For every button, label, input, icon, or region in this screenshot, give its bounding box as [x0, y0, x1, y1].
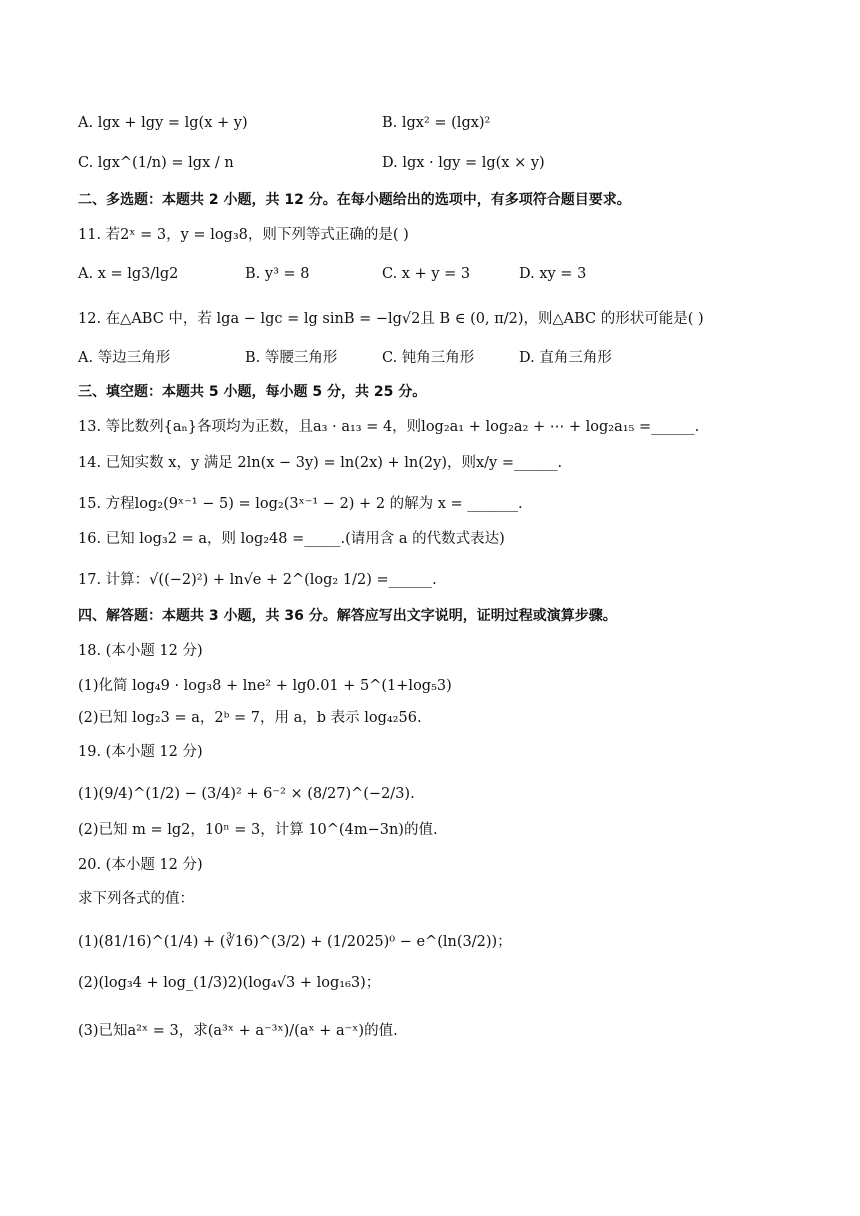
q12-option-c: C. 钝角三角形	[382, 350, 475, 366]
q12-option-d: D. 直角三角形	[519, 350, 612, 366]
q10-option-a: A. lgx + lgy = lg(x + y)	[78, 115, 248, 131]
q20-part-3: (3)已知a²ˣ = 3，求(a³ˣ + a⁻³ˣ)/(aˣ + a⁻ˣ)的值.	[78, 1023, 398, 1039]
section-3-heading: 三、填空题：本题共 5 小题，每小题 5 分，共 25 分。	[78, 384, 427, 400]
q19-part-2: (2)已知 m = lg2，10ⁿ = 3，计算 10^(4m−3n)的值.	[78, 822, 438, 838]
q11-option-c: C. x + y = 3	[382, 266, 471, 282]
q14: 14. 已知实数 x，y 满足 2ln(x − 3y) = ln(2x) + ln(2y)，则x/y =______.	[78, 455, 563, 471]
q12-stem: 12. 在△ABC 中，若 lga − lgc = lg sinB = −lg√2且 B ∈ (0, π/2)，则△ABC 的形状可能是( )	[78, 311, 704, 327]
q12-option-a: A. 等边三角形	[78, 350, 171, 366]
q19-heading: 19. (本小题 12 分)	[78, 744, 203, 760]
q11-option-a: A. x = lg3/lg2	[78, 266, 179, 282]
q20-intro: 求下列各式的值：	[78, 891, 194, 907]
q15: 15. 方程log₂(9ˣ⁻¹ − 5) = log₂(3ˣ⁻¹ − 2) + 2 的解为 x = _______.	[78, 496, 523, 512]
section-2-heading: 二、多选题：本题共 2 小题，共 12 分。在每小题给出的选项中，有多项符合题目要求。	[78, 192, 631, 208]
q20-heading: 20. (本小题 12 分)	[78, 857, 203, 873]
q10-option-c: C. lgx^(1/n) = lgx / n	[78, 155, 234, 171]
q19-part-1: (1)(9/4)^(1/2) − (3/4)² + 6⁻² × (8/27)^(−2/3).	[78, 786, 415, 802]
q16: 16. 已知 log₃2 = a，则 log₂48 =_____.(请用含 a 的代数式表达)	[78, 531, 505, 547]
q17: 17. 计算：√((−2)²) + ln√e + 2^(log₂ 1/2) =______.	[78, 572, 437, 588]
q12-option-b: B. 等腰三角形	[245, 350, 338, 366]
q13: 13. 等比数列{aₙ}各项均为正数，且a₃ · a₁₃ = 4，则log₂a₁ + log₂a₂ + ⋯ + log₂a₁₅ =______.	[78, 419, 700, 435]
q20-part-2: (2)(log₃4 + log_(1/3)2)(log₄√3 + log₁₆3)；	[78, 975, 381, 991]
q10-option-b: B. lgx² = (lgx)²	[382, 115, 491, 131]
q18-heading: 18. (本小题 12 分)	[78, 643, 203, 659]
q18-part-2: (2)已知 log₂3 = a，2ᵇ = 7，用 a，b 表示 log₄₂56.	[78, 710, 422, 726]
q11-option-d: D. xy = 3	[519, 266, 587, 282]
q11-stem: 11. 若2ˣ = 3，y = log₃8，则下列等式正确的是( )	[78, 227, 409, 243]
q11-options	[78, 264, 778, 286]
q10-option-d: D. lgx · lgy = lg(x × y)	[382, 155, 545, 171]
q12-options	[78, 348, 778, 370]
q18-part-1: (1)化简 log₄9 · log₃8 + lne² + lg0.01 + 5^(1+log₅3)	[78, 678, 452, 694]
section-4-heading: 四、解答题：本题共 3 小题，共 36 分。解答应写出文字说明，证明过程或演算步骤。	[78, 608, 617, 624]
q11-option-b: B. y³ = 8	[245, 266, 310, 282]
q20-part-1: (1)(81/16)^(1/4) + (∛16)^(3/2) + (1/2025)⁰ − e^(ln(3/2))；	[78, 934, 512, 950]
